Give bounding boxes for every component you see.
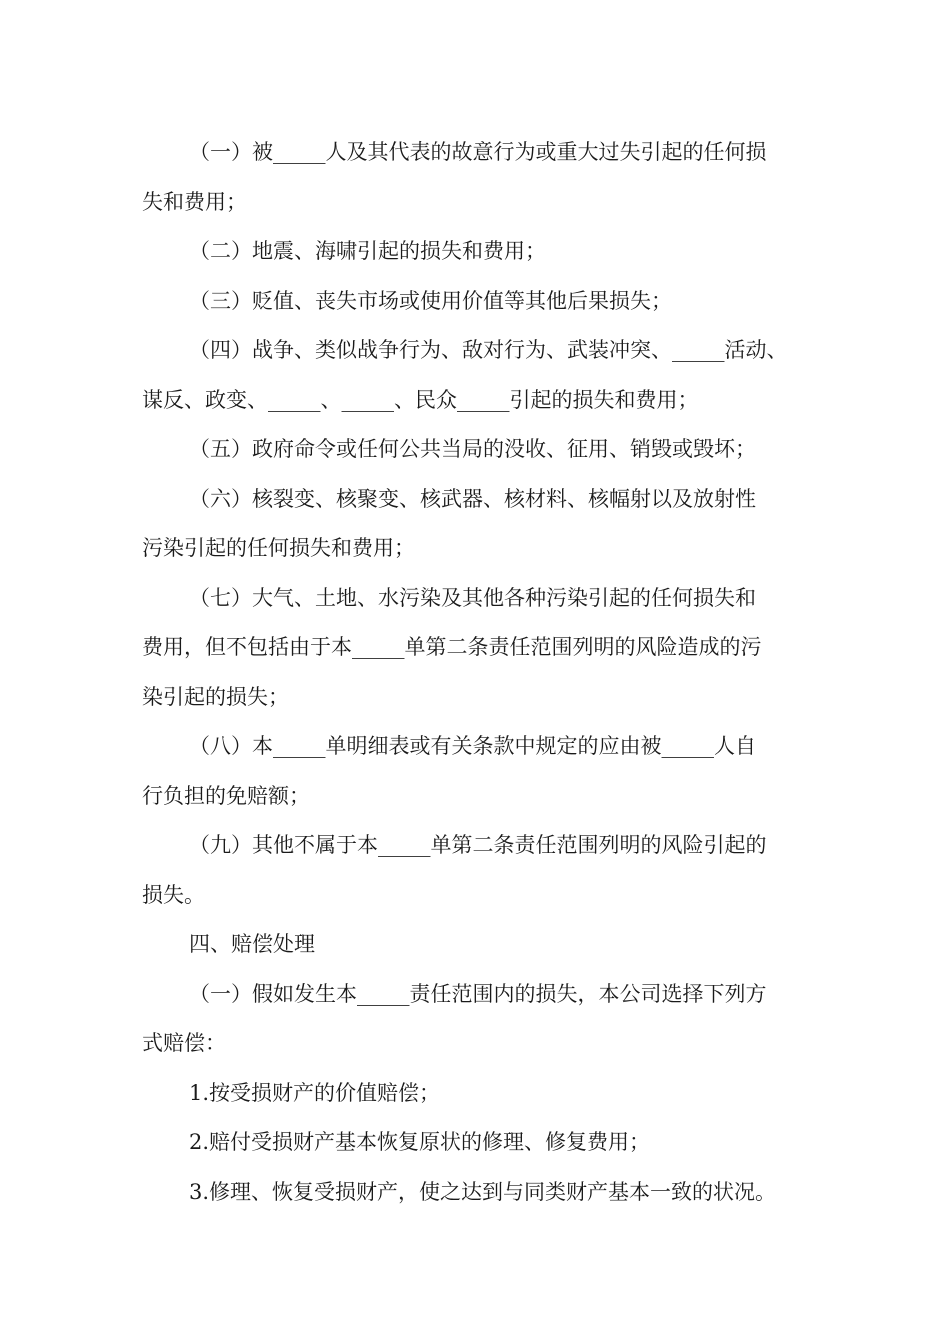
paragraph-section-4-heading: 四、赔偿处理 <box>189 932 315 956</box>
paragraph-method-2: 2.赔付受损财产基本恢复原状的修理、修复费用； <box>189 1130 651 1154</box>
paragraph-exclusion-1: （一）被_____人及其代表的故意行为或重大过失引起的任何损 <box>189 140 767 164</box>
paragraph-continuation-exclusion-4: 谋反、政变、_____、_____、民众_____引起的损失和费用； <box>142 387 699 412</box>
paragraph-continuation-exclusion-8: 行负担的免赔额； <box>142 783 310 808</box>
paragraph-method-1: 1.按受损财产的价值赔偿； <box>189 1080 441 1105</box>
paragraph-compensation-1: （一）假如发生本_____责任范围内的损失，本公司选择下列方 <box>189 981 767 1006</box>
paragraph-exclusion-3: （三）贬值、丧失市场或使用价值等其他后果损失； <box>189 288 672 313</box>
paragraph-exclusion-5: （五）政府命令或任何公共当局的没收、征用、销毁或毁坏； <box>189 437 756 461</box>
paragraph-exclusion-2: （二）地震、海啸引起的损失和费用； <box>189 239 546 263</box>
paragraph-exclusion-6: （六）核裂变、核聚变、核武器、核材料、核幅射以及放射性 <box>189 486 756 511</box>
paragraph-continuation-exclusion-7: 费用，但不包括由于本_____单第二条责任范围列明的风险造成的污 <box>142 635 762 659</box>
paragraph-method-3: 3.修理、恢复受损财产，使之达到与同类财产基本一致的状况。 <box>189 1179 777 1204</box>
paragraph-exclusion-8: （八）本_____单明细表或有关条款中规定的应由被_____人自 <box>189 734 756 758</box>
paragraph-continuation-exclusion-1: 失和费用； <box>142 189 247 214</box>
paragraph-continuation-compensation-1: 式赔偿： <box>142 1031 226 1055</box>
paragraph-continuation-exclusion-7: 染引起的损失； <box>142 684 289 709</box>
paragraph-continuation-exclusion-6: 污染引起的任何损失和费用； <box>142 536 415 560</box>
paragraph-exclusion-9: （九）其他不属于本_____单第二条责任范围列明的风险引起的 <box>189 833 767 857</box>
paragraph-exclusion-4: （四）战争、类似战争行为、敌对行为、武装冲突、_____活动、 <box>189 338 788 362</box>
paragraph-continuation-exclusion-9: 损失。 <box>142 882 205 907</box>
document-body <box>142 128 818 1217</box>
paragraph-exclusion-7: （七）大气、土地、水污染及其他各种污染引起的任何损失和 <box>189 585 756 610</box>
